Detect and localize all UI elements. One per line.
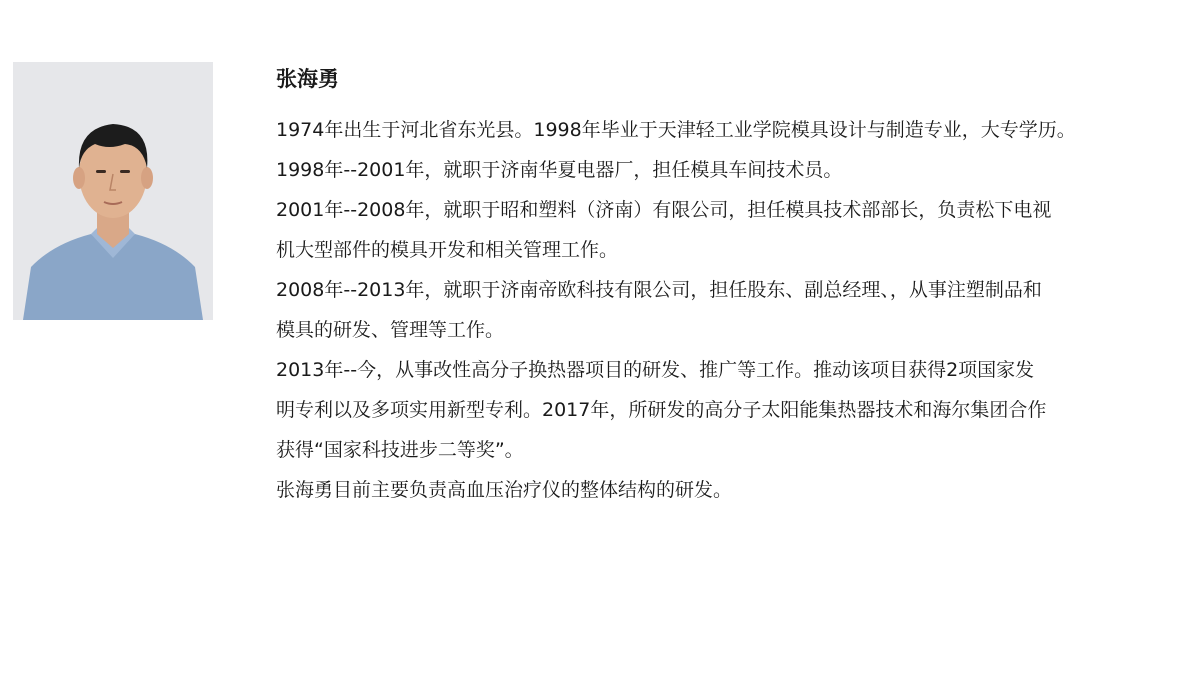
bio-line-7: 2013年--今，从事改性高分子换热器项目的研发、推广等工作。推动该项目获得2项国家发 (276, 359, 1035, 381)
bio-line-2: 1998年--2001年，就职于济南华夏电器厂，担任模具车间技术员。 (276, 159, 843, 181)
profile-photo (13, 62, 213, 320)
portrait-photo-icon (13, 62, 213, 320)
bio-line-1: 1974年出生于河北省东光县。1998年毕业于天津轻工业学院模具设计与制造专业，大专学历。 (276, 119, 1076, 141)
profile-content (276, 60, 1191, 517)
bio-paragraph-6 (276, 463, 1191, 517)
bio-paragraph-5 (276, 343, 1191, 477)
person-name: 张海勇 (276, 67, 339, 91)
bio-line-9: 获得“国家科技进步二等奖”。 (276, 439, 524, 461)
bio-line-10: 张海勇目前主要负责高血压治疗仪的整体结构的研发。 (276, 479, 733, 501)
bio-line-6: 模具的研发、管理等工作。 (276, 319, 505, 341)
bio-line-4: 机大型部件的模具开发和相关管理工作。 (276, 239, 619, 261)
bio-line-5: 2008年--2013年，就职于济南帝欧科技有限公司，担任股东、副总经理、，从事注塑制品和 (276, 279, 1042, 301)
bio-line-3: 2001年--2008年，就职于昭和塑料（济南）有限公司，担任模具技术部部长，负责松下电视 (276, 199, 1052, 221)
bio-line-8: 明专利以及多项实用新型专利。2017年，所研发的高分子太阳能集热器技术和海尔集团合作 (276, 399, 1047, 421)
